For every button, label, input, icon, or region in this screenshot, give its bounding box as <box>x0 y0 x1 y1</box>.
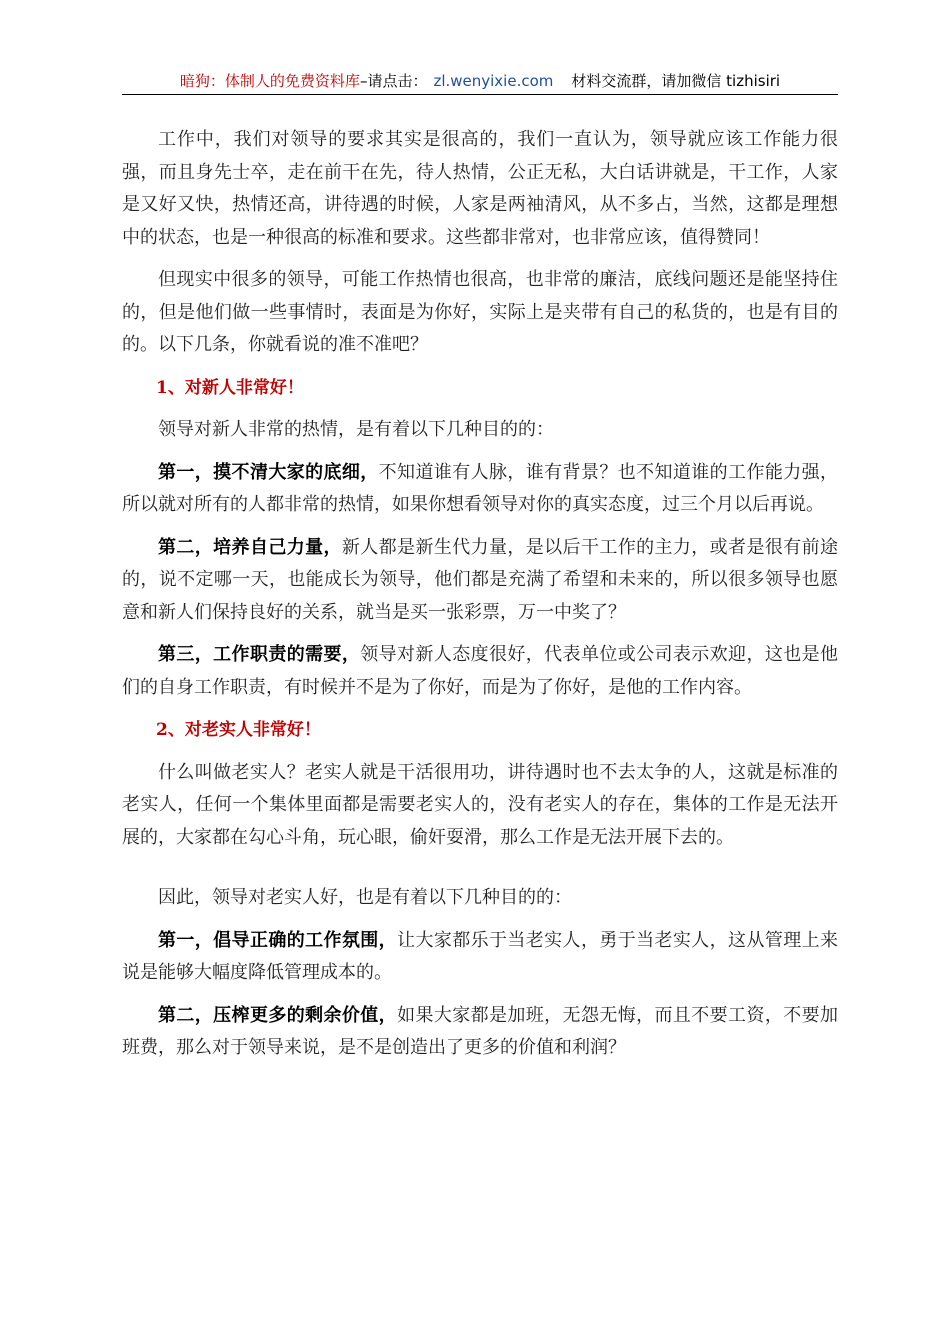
header-url-link[interactable]: zl.wenyixie.com <box>433 72 554 90</box>
paragraph-section2-intro <box>122 882 838 915</box>
paragraph-point-3 <box>122 639 838 704</box>
paragraph-text: 但现实中很多的领导，可能工作热情也很高，也非常的廉洁，底线问题还是能坚持住的，但是他们做一些事情时，表面是为你好，实际上是夹带有自己的私货的，也是有目的的。以下几条，你就看说的准不准吧？ <box>122 269 838 355</box>
paragraph-text: 领导对新人非常的热情，是有着以下几种目的的： <box>158 419 554 440</box>
header-prompt: 请点击： <box>367 72 428 90</box>
point-lead: 第一，摸不清大家的底细， <box>158 461 379 483</box>
paragraph-point-5 <box>122 1000 838 1065</box>
paragraph-point-1 <box>122 457 838 522</box>
heading-text: 1、对新人非常好！ <box>156 377 304 398</box>
paragraph-text: 不知道谁有人脉，谁有背景？也不知道谁的工作能力强，所以就对所有的人都非常的热情，如果你想看领导对你的真实态度，过三个月以后再说。 <box>122 461 839 515</box>
paragraph-text: 让大家都乐于当老实人，勇于当老实人，这从管理上来说是能够大幅度降低管理成本的。 <box>122 929 839 983</box>
header-dash: – <box>359 72 368 90</box>
header-group-info: 材料交流群，请加微信 tizhisiri <box>571 72 781 90</box>
paragraph-text: 新人都是新生代力量，是以后干工作的主力，或者是很有前途的，说不定哪一天，也能成长为领导，他们都是充满了希望和未来的，所以很多领导也愿意和新人们保持良好的关系，就当是买一张彩票，万一中奖了？ <box>122 536 838 623</box>
heading-text: 2、对老实人非常好！ <box>156 720 321 740</box>
paragraph-text: 领导对新人态度很好，代表单位或公司表示欢迎，这也是他们的自身工作职责，有时候并不是为了你好，而是为了你好，是他的工作内容。 <box>122 644 839 698</box>
paragraph-point-4 <box>122 925 838 990</box>
paragraph-section2-definition <box>122 757 838 855</box>
header-brand: 暗狗：体制人的免费资料库 <box>179 72 360 90</box>
point-lead: 第二，培养自己力量， <box>158 536 342 558</box>
page-header <box>122 68 838 95</box>
paragraph-reality <box>122 264 838 362</box>
article-body <box>122 124 838 1075</box>
section-heading-1 <box>122 372 838 405</box>
section-heading-2 <box>122 714 838 747</box>
point-lead: 第二，压榨更多的剩余价值， <box>158 1004 398 1026</box>
paragraph-text: 什么叫做老实人？老实人就是干活很用功，讲待遇时也不去太争的人，这就是标准的老实人，任何一个集体里面都是需要老实人的，没有老实人的存在，集体的工作是无法开展的，大家都在勾心斗角，玩心眼，偷奸耍滑，那么工作是无法开展下去的。 <box>122 761 838 848</box>
point-lead: 第一，倡导正确的工作氛围， <box>158 929 398 951</box>
paragraph-text: 因此，领导对老实人好，也是有着以下几种目的的： <box>158 887 572 908</box>
paragraph-point-2 <box>122 532 838 630</box>
point-lead: 第三，工作职责的需要， <box>158 644 361 665</box>
paragraph-text: 如果大家都是加班，无怨无悔，而且不要工资，不要加班费，那么对于领导来说，是不是创造出了更多的价值和利润？ <box>122 1004 839 1058</box>
paragraph-text: 工作中，我们对领导的要求其实是很高的，我们一直认为，领导就应该工作能力很强，而且身先士卒，走在前干在先，待人热情，公正无私，大白话讲就是，干工作，人家是又好又快，热情还高，讲待遇的时候，人家是两袖清风，从不多占，当然，这都是理想中的状态，也是一种很高的标准和要求。这些都非常对，也非常应该，值得赞同！ <box>122 129 838 248</box>
paragraph-section1-intro <box>122 414 838 447</box>
paragraph-intro <box>122 124 838 254</box>
